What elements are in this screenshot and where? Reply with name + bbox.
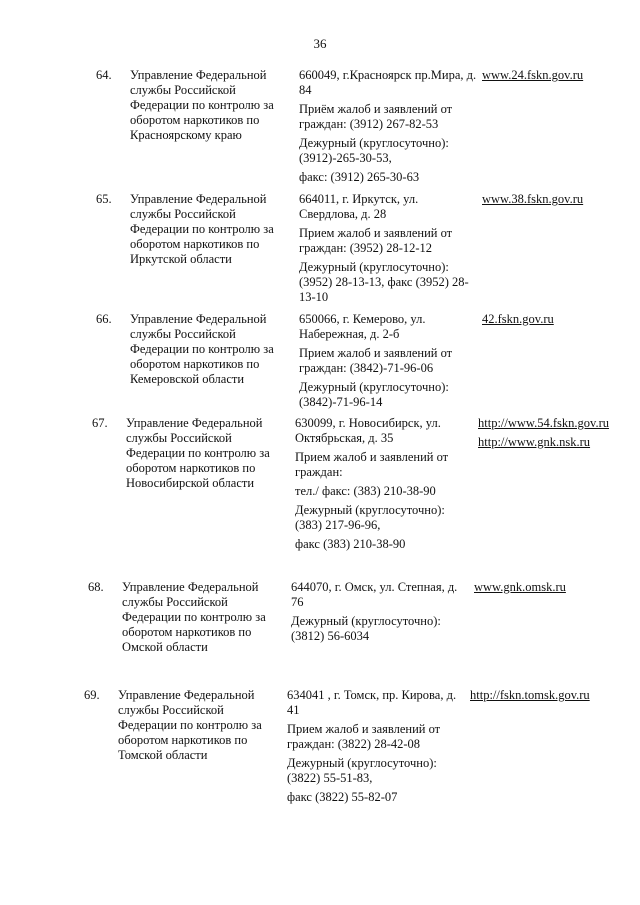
organization-name: Управление Федеральной службы Российской Федерации по контролю за оборотом наркотиков по Кемеровской области bbox=[130, 312, 274, 386]
contact-line: Дежурный (круглосуточно): (3842)-71-96-14 bbox=[299, 380, 449, 409]
organization-name: Управление Федеральной службы Российской Федерации по контролю за оборотом наркотиков по Красноярскому краю bbox=[130, 68, 274, 142]
contact-line: факс: (3912) 265-30-63 bbox=[299, 170, 420, 184]
contact-line: тел./ факс: (383) 210-38-90 bbox=[295, 484, 436, 498]
contact-line: Дежурный (круглосуточно): (3952) 28-13-13, факс (3952) 28-13-10 bbox=[299, 260, 469, 304]
entry-number: 65. bbox=[96, 192, 112, 206]
contact-line: Дежурный (круглосуточно): (3822) 55-51-83, bbox=[287, 756, 437, 785]
contact-line: Прием жалоб и заявлений от граждан: (3822) 28-42-08 bbox=[287, 722, 441, 751]
contact-line: Приём жалоб и заявлений от граждан: (3912) 267-82-53 bbox=[299, 102, 453, 131]
contact-line: 650066, г. Кемерово, ул. Набережная, д. 2-б bbox=[299, 312, 426, 341]
website-link[interactable]: www.24.fskn.gov.ru bbox=[482, 68, 584, 82]
website-links bbox=[482, 312, 632, 331]
organization-name: Управление Федеральной службы Российской Федерации по контролю за оборотом наркотиков по Омской области bbox=[122, 580, 266, 654]
website-link[interactable]: http://www.54.fskn.gov.ru bbox=[478, 416, 610, 430]
contact-details bbox=[295, 416, 475, 556]
contact-details bbox=[299, 312, 479, 414]
website-links bbox=[482, 68, 632, 87]
website-links bbox=[474, 580, 624, 599]
contact-line: Дежурный (круглосуточно): (383) 217-96-96, bbox=[295, 503, 445, 532]
contact-line: Прием жалоб и заявлений от граждан: (3842)-71-96-06 bbox=[299, 346, 453, 375]
entry-number: 64. bbox=[96, 68, 112, 82]
website-link[interactable]: 42.fskn.gov.ru bbox=[482, 312, 554, 326]
website-links bbox=[470, 688, 620, 707]
contact-line: 634041 , г. Томск, пр. Кирова, д. 41 bbox=[287, 688, 457, 717]
contact-line: факс (3822) 55-82-07 bbox=[287, 790, 398, 804]
organization-name: Управление Федеральной службы Российской Федерации по контролю за оборотом наркотиков по Новосибирской области bbox=[126, 416, 270, 490]
website-link[interactable]: http://fskn.tomsk.gov.ru bbox=[470, 688, 590, 702]
entry-number: 69. bbox=[84, 688, 100, 702]
contact-line: факс (383) 210-38-90 bbox=[295, 537, 406, 551]
website-link[interactable]: http://www.gnk.nsk.ru bbox=[478, 435, 591, 449]
contact-details bbox=[291, 580, 471, 648]
website-links bbox=[478, 416, 628, 454]
organization-name: Управление Федеральной службы Российской Федерации по контролю за оборотом наркотиков по Томской области bbox=[118, 688, 262, 762]
contact-line: Дежурный (круглосуточно): (3812) 56-6034 bbox=[291, 614, 441, 643]
website-link[interactable]: www.38.fskn.gov.ru bbox=[482, 192, 584, 206]
contact-details bbox=[299, 68, 479, 189]
website-links bbox=[482, 192, 632, 211]
contact-line: Прием жалоб и заявлений от граждан: bbox=[295, 450, 449, 479]
entry-number: 67. bbox=[92, 416, 108, 430]
contact-line: 660049, г.Красноярск пр.Мира, д. 84 bbox=[299, 68, 477, 97]
contact-line: 644070, г. Омск, ул. Степная, д. 76 bbox=[291, 580, 458, 609]
entry-number: 68. bbox=[88, 580, 104, 594]
contact-line: 664011, г. Иркутск, ул. Свердлова, д. 28 bbox=[299, 192, 419, 221]
contact-details bbox=[299, 192, 479, 309]
entry-number: 66. bbox=[96, 312, 112, 326]
website-link[interactable]: www.gnk.omsk.ru bbox=[474, 580, 566, 594]
organization-name: Управление Федеральной службы Российской Федерации по контролю за оборотом наркотиков по Иркутской области bbox=[130, 192, 274, 266]
page-number: 36 bbox=[313, 36, 327, 51]
contact-line: 630099, г. Новосибирск, ул. Октябрьская, д. 35 bbox=[295, 416, 441, 445]
contact-details bbox=[287, 688, 467, 809]
contact-line: Прием жалоб и заявлений от граждан: (3952) 28-12-12 bbox=[299, 226, 453, 255]
contact-line: Дежурный (круглосуточно): (3912)-265-30-53, bbox=[299, 136, 449, 165]
